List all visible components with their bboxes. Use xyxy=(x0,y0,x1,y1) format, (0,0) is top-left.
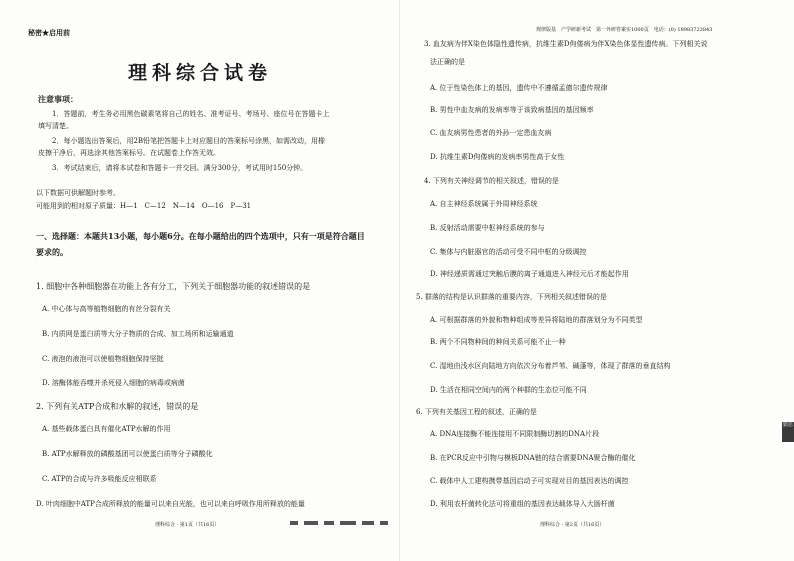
question-2: 2. 下列有关ATP合成和水解的叙述，错误的是 xyxy=(36,402,199,411)
q5-option-b: B. 两个不同物种间的种间关系可能不止一种 xyxy=(430,338,566,346)
section-heading: 一、选择题：本题共13小题，每小题6分。在每小题给出的四个选项中，只有一项是符合题目 xyxy=(36,231,365,241)
q3-option-c: C. 血友病男性患者的外孙一定患血友病 xyxy=(430,129,552,137)
q1-option-a: A. 中心体与高等植物细胞的有丝分裂有关 xyxy=(42,305,171,313)
side-tab: 勤思 xyxy=(782,422,794,442)
q2-option-a: A. 基些载体蛋白具有催化ATP水解的作用 xyxy=(42,425,171,433)
q6-option-b: B. 在PCR反应中引物与模板DNA链的结合需要DNA聚合酶的催化 xyxy=(430,454,636,462)
q4-option-a: A. 自主神经系统属于外周神经系统 xyxy=(430,200,538,208)
print-registration-marks xyxy=(290,521,388,525)
q2-option-d: D. 叶肉细胞中ATP合成所释放的能量可以来自光能，也可以来自呼吸作用所释放的能量 xyxy=(36,500,305,508)
q1-option-b: B. 内质网是蛋白质等大分子物质的合成、加工场所和运输通道 xyxy=(42,330,234,338)
page-title: 理科综合试卷 xyxy=(128,62,273,84)
question-4: 4. 下列有关神经调节的相关叙述，错误的是 xyxy=(424,177,559,185)
q3-option-d: D. 抗维生素D佝偻病的发病率男性高于女性 xyxy=(430,153,565,161)
q4-option-d: D. 神经递质需通过突触后膜的离子通道进入神经元后才能起作用 xyxy=(430,270,629,278)
notice-line: 皮擦干净后，再选涂其他答案标号。在试题卷上作答无效。 xyxy=(38,149,220,157)
atomic-mass-line: 可能用到的相对原子质量：H—1 C—12 N—14 O—16 P—31 xyxy=(36,202,252,210)
section-heading-cont: 要求的。 xyxy=(36,247,68,257)
page-footer: 理科综合 · 第1页（共16页） xyxy=(155,522,220,528)
q3-option-b: B. 男性中血友病的发病率等于该致病基因的基因频率 xyxy=(430,106,594,114)
q1-option-c: C. 液泡的液泡可以使植物细胞保持坚挺 xyxy=(42,355,164,363)
confidential-label: 秘密★启用前 xyxy=(28,28,70,37)
q4-option-c: C. 集体与内脏器官的活动可受不同中枢的分级调控 xyxy=(430,248,587,256)
notice-heading: 注意事项： xyxy=(38,94,78,104)
page-footer: 理科综合 · 第2页（共16页） xyxy=(540,522,605,528)
exam-page-right xyxy=(400,0,794,561)
q1-option-d: D. 溶酶体能吞噬并杀死侵入细胞的病毒或病菌 xyxy=(42,379,185,387)
question-3-cont: 法正确的是 xyxy=(430,58,465,66)
notice-line: 填写清楚。 xyxy=(38,122,73,130)
question-1: 1. 细胞中各种细胞器在功能上各有分工，下列关于细胞器功能的叙述错误的是 xyxy=(36,282,311,291)
q3-option-a: A. 位于性染色体上的基因，遗传中不遵循孟德尔遗传规律 xyxy=(430,84,608,92)
question-3: 3. 血友病为伴X染色体隐性遗传病，抗维生素D佝偻病为伴X染色体显性遗传病。下列相关说 xyxy=(424,40,708,48)
q5-option-a: A. 可根据群落的外貌和物种组成等差异将陆地的群落划分为不同类型 xyxy=(430,316,643,324)
question-6: 6. 下列有关基因工程的叙述，正确的是 xyxy=(416,408,537,416)
q6-option-c: C. 载体中人工建构携带基因启动子可实现对目的基因表达的调控 xyxy=(430,477,629,485)
q4-option-b: B. 反射活动需要中枢神经系统的参与 xyxy=(430,224,545,232)
q6-option-d: D. 利用农杆菌转化法可将重组的基因表达载体导入大肠杆菌 xyxy=(430,500,615,508)
q6-option-a: A. DNA连接酶不能连接用不同限制酶切割的DNA片段 xyxy=(430,430,600,438)
notice-line: 2．每小题选出答案后，用2B铅笔把答题卡上对应题目的答案标号涂黑，如需改动，用橡 xyxy=(52,137,326,145)
q2-option-c: C. ATP的合成与许多吸能反应相联系 xyxy=(42,475,157,483)
notice-line: 1．答题前，考生务必用黑色碳素笔将自己的姓名、准考证号、考场号、座位号在答题卡上 xyxy=(52,110,330,118)
question-5: 5. 群落的结构是认识群落的重要内容，下列相关叙述错误的是 xyxy=(416,293,607,301)
notice-line: 3．考试结束后，请将本试卷和答题卡一并交回。满分300分，考试用时150分钟。 xyxy=(52,164,308,172)
q5-option-d: D. 生活在相同空间内的两个种群的生态位可能不同 xyxy=(430,386,587,394)
reference-data-line: 以下数据可供解题时参考。 xyxy=(36,189,120,197)
q5-option-c: C. 湿地由浅水区向陆地方向依次分布着芦苇、碱蓬等，体现了群落的垂直结构 xyxy=(430,362,671,370)
q2-option-b: B. ATP水解释放的磷酸基团可以使蛋白质等分子磷酸化 xyxy=(42,450,213,458)
page-header: 规律版基 产学研新考试 第一外研答案实1000页 电话：(0) 18983723843 xyxy=(536,27,713,33)
